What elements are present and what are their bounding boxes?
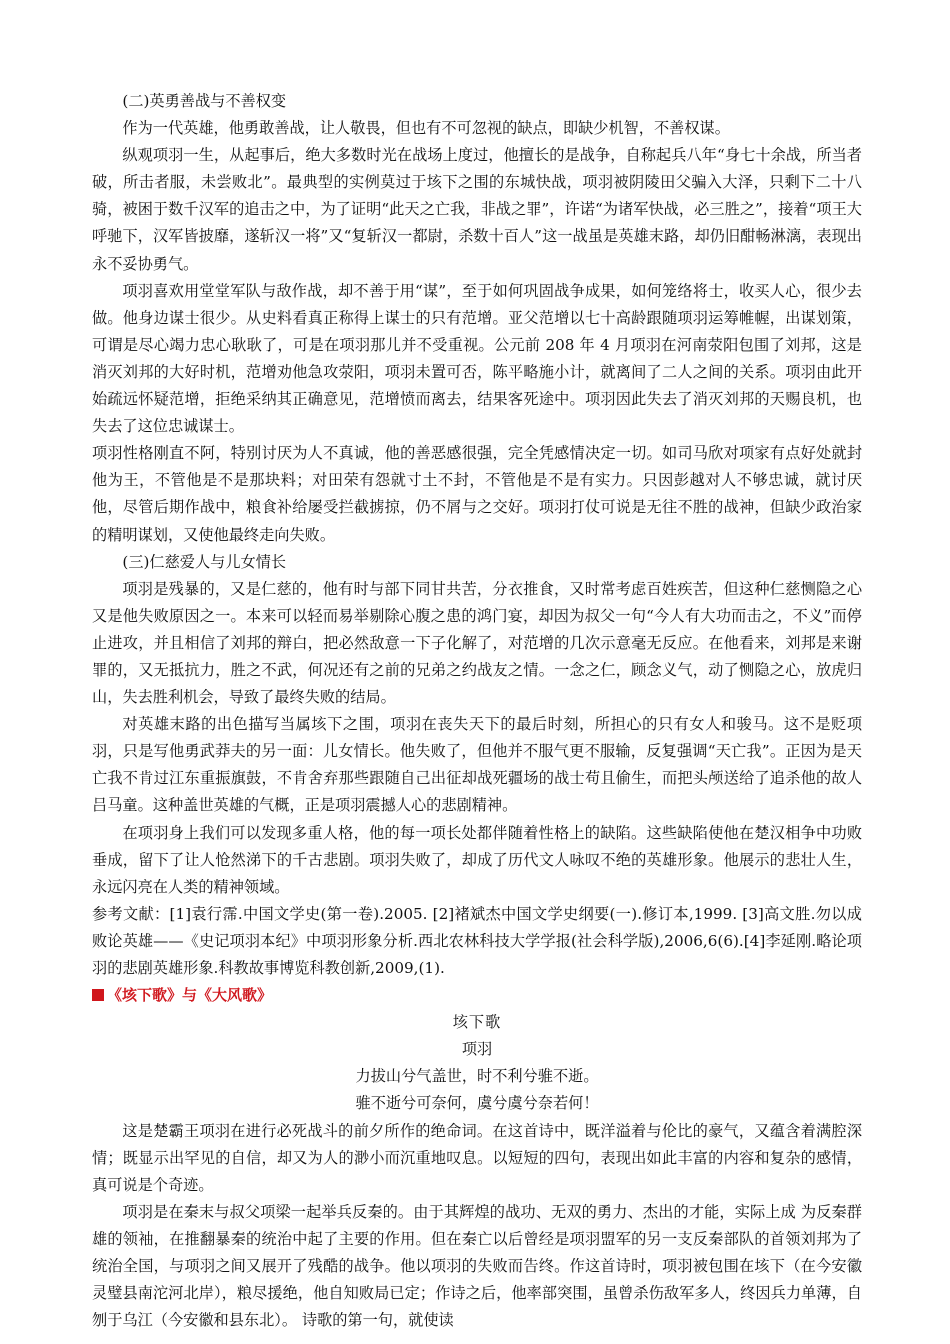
- square-bullet-icon: [92, 989, 104, 1001]
- section-heading-2: (二)英勇善战与不善权变: [122, 92, 287, 110]
- paragraph: 项羽性格刚直不阿，特别讨厌为人不真诚，他的善恶感很强，完全凭感情决定一切。如司马欣对项家有点好处就封他为王，不管他是不是那块料；对田荣有怨就寸土不封，不管他是不是有实力。只因彭越对人不够忠诚，就讨厌他，尽管后期作战中，粮食补给屡受拦截掳掠，仍不屑与之交好。项羽打仗可说是无往不胜的战神，但缺少政治家的精明谋划，又使他最终走向失败。: [92, 444, 862, 544]
- poem-line: 力拔山兮气盖世，时不利兮骓不逝。: [355, 1067, 599, 1086]
- references: 参考文献：[1]袁行霈.中国文学史(第一卷).2005. [2]褚斌杰中国文学史纲要(一).修订本,1999. [3]高文胜.勿以成败论英雄——《史记项羽本纪》中项羽形象分析.西北农林科技大学学报(社会科学版),2006,6(6).[4]李延刚.略论项羽的悲剧英雄形象.科教故事博览科教创新,2009,(1).: [92, 904, 862, 977]
- red-heading-text: 《垓下歌》与《大风歌》: [107, 986, 273, 1005]
- document-page: [92, 88, 862, 1334]
- paragraph: 作为一代英雄，他勇敢善战，让人敬畏，但也有不可忽视的缺点，即缺少机智，不善权谋。: [122, 119, 730, 138]
- poem-author: 项羽: [461, 1040, 493, 1059]
- paragraph: 纵观项羽一生，从起事后，绝大多数时光在战场上度过，他擅长的是战争，自称起兵八年“身七十余战，所当者破，所击者服，未尝败北”。最典型的实例莫过于垓下之围的东城快战，项羽被阴陵田父骗入大泽，只剩下二十八骑，被困于数千汉军的追击之中，为了证明“此天之亡我，非战之罪”，许诺“为诸军快战，必三胜之”，接着“项王大呼驰下，汉军皆披靡，遂斩汉一将”又“复斩汉一都尉，杀数十百人”这一战虽是英雄末路，却仍旧酣畅淋漓，表现出永不妥协勇气。: [92, 146, 862, 273]
- section-heading-3: (三)仁慈爱人与儿女情长: [122, 552, 287, 571]
- paragraph: 项羽喜欢用堂堂军队与敌作战，却不善于用“谋”，至于如何巩固战争成果，如何笼络将士，收买人心，很少去做。他身边谋士很少。从史料看真正称得上谋士的只有范增。亚父范增以七十高龄跟随项羽运筹帷幄，出谋划策，可谓是尽心竭力忠心耿耿了，可是在项羽那儿并不受重视。公元前 208 年 4 月项羽在河南荥阳包围了刘邦，这是消灭刘邦的大好时机，范增劝他急攻荥阳，项羽未置可否，陈平略施小计，就离间了二人之间的关系。项羽由此开始疏远怀疑范增，拒绝采纳其正确意见，范增愤而离去，结果客死途中。项羽因此失去了消灭刘邦的天赐良机，也失去了这位忠诚谋士。: [92, 281, 862, 436]
- paragraph: 项羽是在秦末与叔父项梁一起举兵反秦的。由于其辉煌的战功、无双的勇力、杰出的才能，实际上成 为反秦群雄的领袖，在推翻暴秦的统治中起了主要的作用。但在秦亡以后曾经是项羽盟军的另一支反秦部队的首领刘邦为了统治全国，与项羽之间又展开了残酷的战争。他以项羽的失败而告终。作这首诗时，项羽被包围在垓下（在今安徽灵璧县南沱河北岸），粮尽援绝，他自知败局已定；作诗之后，他率部突围，虽曾杀伤敌军多人，终因兵力单薄，自刎于乌江（今安徽和县东北）。 诗歌的第一句，就使读: [92, 1202, 862, 1330]
- poem-line: 骓不逝兮可奈何，虞兮虞兮奈若何！: [355, 1094, 599, 1113]
- paragraph: 在项羽身上我们可以发现多重人格，他的每一项长处都伴随着性格上的缺陷。这些缺陷使他在楚汉相争中功败垂成，留下了让人怆然涕下的千古悲剧。项羽失败了，却成了历代文人咏叹不绝的英雄形象。他展示的悲壮人生，永远闪亮在人类的精神领域。: [92, 823, 862, 896]
- paragraph: 这是楚霸王项羽在进行必死战斗的前夕所作的绝命词。在这首诗中，既洋溢着与伦比的豪气，又蕴含着满腔深情；既显示出罕见的自信，却又为人的渺小而沉重地叹息。以短短的四句，表现出如此丰富的内容和复杂的感情，真可说是个奇迹。: [92, 1121, 862, 1194]
- paragraph: 对英雄末路的出色描写当属垓下之围，项羽在丧失天下的最后时刻，所担心的只有女人和骏马。这不是贬项羽，只是写他勇武莽夫的另一面：儿女情长。他失败了，但他并不服气更不服输，反复强调“天亡我”。正因为是天亡我不肯过江东重振旗鼓，不肯舍弃那些跟随自己出征却战死疆场的战士苟且偷生，而把头颅送给了追杀他的故人吕马童。这种盖世英雄的气概，正是项羽震撼人心的悲剧精神。: [92, 715, 862, 815]
- paragraph: 项羽是残暴的，又是仁慈的，他有时与部下同甘共苦，分衣推食，又时常考虑百姓疾苦，但这种仁慈恻隐之心又是他失败原因之一。本来可以轻而易举剔除心腹之患的鸿门宴，却因为叔父一句“今人有大功而击之，不义”而停止进攻，并且相信了刘邦的辩白，把必然敌意一下子化解了，对范增的几次示意毫无反应。在他看来，刘邦是来谢罪的，又无抵抗力，胜之不武，何况还有之前的兄弟之约战友之情。一念之仁，顾念义气，动了恻隐之心，放虎归山，失去胜利机会，导致了最终失败的结局。: [92, 579, 862, 707]
- red-section-heading: [92, 982, 862, 1009]
- poem-title: 垓下歌: [452, 1013, 502, 1032]
